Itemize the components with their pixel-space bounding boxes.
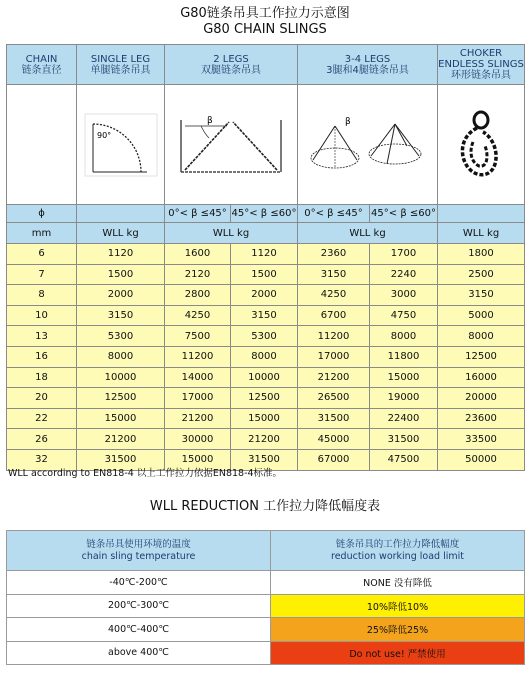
wll-value-cell: 15000 [370, 367, 438, 388]
reduction-row [7, 594, 525, 618]
chain-diameter-cell: 7 [7, 264, 77, 285]
wll-value-cell: 3150 [298, 264, 370, 285]
table-row [7, 305, 525, 326]
wll-value-cell: 6700 [298, 305, 370, 326]
chain-diameter-cell: 32 [7, 449, 77, 470]
wll-value-cell: 5300 [231, 326, 298, 347]
wll-value-cell: 33500 [438, 429, 525, 450]
reduction-row [7, 571, 525, 595]
table-row [7, 408, 525, 429]
wll-value-cell: 15000 [231, 408, 298, 429]
angle-range-2: 45°< β ≤60° [231, 205, 298, 223]
wll-value-cell: 11200 [165, 346, 231, 367]
wll-value-cell: 12500 [438, 346, 525, 367]
table-row [7, 367, 525, 388]
three-four-legs-diagram [298, 85, 438, 205]
wll-value-cell: 15000 [77, 408, 165, 429]
wll-value-cell: 2500 [438, 264, 525, 285]
reduction-row [7, 618, 525, 642]
reduction-header-temp: 链条吊具使用环境的温度 chain sling temperature [7, 531, 271, 571]
wll-value-cell: 1700 [370, 244, 438, 265]
phi-empty-2 [438, 205, 525, 223]
chain-diameter-cell: 6 [7, 244, 77, 265]
wll-value-cell: 2120 [165, 264, 231, 285]
wll-value-cell: 5300 [77, 326, 165, 347]
header-2-legs: 2 LEGS 双腿链条吊具 [165, 45, 298, 85]
wll-value-cell: 14000 [165, 367, 231, 388]
wll-value-cell: 21200 [231, 429, 298, 450]
diagram-row [7, 85, 525, 205]
table-row [7, 388, 525, 409]
wll-value-cell: 45000 [298, 429, 370, 450]
page-title-cn: G80链条吊具工作拉力示意图 [180, 6, 350, 21]
table-row [7, 244, 525, 265]
wll-value-cell: 12500 [231, 388, 298, 409]
temperature-cell: 400℃-400℃ [7, 618, 271, 642]
wll-value-cell: 21200 [165, 408, 231, 429]
wll-value-cell: 5000 [438, 305, 525, 326]
table-row [7, 346, 525, 367]
reduction-header-row [7, 531, 525, 571]
wll-value-cell: 8000 [438, 326, 525, 347]
reduction-cell: Do not use! 严禁使用 [271, 641, 525, 665]
wll-value-cell: 1120 [77, 244, 165, 265]
wll-value-cell: 31500 [370, 429, 438, 450]
phi-row [7, 205, 525, 223]
wll-value-cell: 3000 [370, 285, 438, 306]
wll-value-cell: 4250 [165, 305, 231, 326]
wll-value-cell: 2000 [77, 285, 165, 306]
reduction-table [6, 530, 525, 665]
unit-mm: mm [7, 223, 77, 244]
wll-value-cell: 2800 [165, 285, 231, 306]
two-legs-diagram [165, 85, 298, 205]
wll-value-cell: 1600 [165, 244, 231, 265]
wll-value-cell: 16000 [438, 367, 525, 388]
wll-value-cell: 31500 [77, 449, 165, 470]
wll-value-cell: 20000 [438, 388, 525, 409]
single-leg-diagram [77, 85, 165, 205]
wll-value-cell: 11800 [370, 346, 438, 367]
wll-value-cell: 26500 [298, 388, 370, 409]
wll-value-cell: 17000 [165, 388, 231, 409]
angle-range-4: 45°< β ≤60° [370, 205, 438, 223]
wll-value-cell: 1800 [438, 244, 525, 265]
wll-value-cell: 7500 [165, 326, 231, 347]
wll-value-cell: 4250 [298, 285, 370, 306]
diagram-empty [7, 85, 77, 205]
wll-value-cell: 2000 [231, 285, 298, 306]
reduction-row [7, 641, 525, 665]
phi-label: ϕ [7, 205, 77, 223]
wll-value-cell: 31500 [298, 408, 370, 429]
reduction-title: WLL REDUCTION 工作拉力降低幅度表 [149, 499, 381, 514]
choker-diagram [438, 85, 525, 205]
chain-diameter-cell: 10 [7, 305, 77, 326]
wll-table [6, 44, 525, 471]
beta-label-2: β [344, 116, 351, 127]
wll-value-cell: 17000 [298, 346, 370, 367]
wll-value-cell: 15000 [165, 449, 231, 470]
temperature-cell: above 400℃ [7, 641, 271, 665]
wll-value-cell: 8000 [231, 346, 298, 367]
chain-diameter-cell: 26 [7, 429, 77, 450]
wll-value-cell: 3150 [231, 305, 298, 326]
header-row [7, 45, 525, 85]
wll-value-cell: 19000 [370, 388, 438, 409]
unit-wll-single: WLL kg [77, 223, 165, 244]
unit-wll-choker: WLL kg [438, 223, 525, 244]
wll-value-cell: 8000 [370, 326, 438, 347]
header-chain: CHAIN 链条直径 [7, 45, 77, 85]
wll-value-cell: 47500 [370, 449, 438, 470]
header-single-leg: SINGLE LEG 单腿链条吊具 [77, 45, 165, 85]
wll-value-cell: 11200 [298, 326, 370, 347]
angle-label: 90° [96, 130, 111, 140]
chain-diameter-cell: 22 [7, 408, 77, 429]
temperature-cell: 200℃-300℃ [7, 594, 271, 618]
unit-wll-34legs: WLL kg [298, 223, 438, 244]
temperature-cell: -40℃-200℃ [7, 571, 271, 595]
reduction-cell: 25%降低25% [271, 618, 525, 642]
header-3-4-legs: 3-4 LEGS 3腿和4腿链条吊具 [298, 45, 438, 85]
wll-value-cell: 31500 [231, 449, 298, 470]
wll-value-cell: 10000 [77, 367, 165, 388]
standard-note: WLL according to EN818-4 以上工作拉力依据EN818-4标准。 [8, 468, 283, 479]
wll-value-cell: 10000 [231, 367, 298, 388]
reduction-header-limit: 链条吊具的工作拉力降低幅度 reduction working load limit [271, 531, 525, 571]
wll-value-cell: 2360 [298, 244, 370, 265]
wll-value-cell: 1120 [231, 244, 298, 265]
wll-value-cell: 2240 [370, 264, 438, 285]
table-row [7, 326, 525, 347]
wll-value-cell: 1500 [77, 264, 165, 285]
wll-value-cell: 23600 [438, 408, 525, 429]
page-title-en: G80 CHAIN SLINGS [203, 22, 327, 37]
reduction-cell: 10%降低10% [271, 594, 525, 618]
beta-label: β [207, 115, 213, 126]
table-row [7, 429, 525, 450]
chain-diameter-cell: 18 [7, 367, 77, 388]
chain-diameter-cell: 20 [7, 388, 77, 409]
wll-value-cell: 8000 [77, 346, 165, 367]
wll-value-cell: 21200 [77, 429, 165, 450]
angle-range-3: 0°< β ≤45° [298, 205, 370, 223]
wll-value-cell: 3150 [77, 305, 165, 326]
table-row [7, 264, 525, 285]
wll-value-cell: 30000 [165, 429, 231, 450]
reduction-cell: NONE 没有降低 [271, 571, 525, 595]
wll-value-cell: 3150 [438, 285, 525, 306]
chain-diameter-cell: 8 [7, 285, 77, 306]
wll-value-cell: 50000 [438, 449, 525, 470]
angle-range-1: 0°< β ≤45° [165, 205, 231, 223]
chain-diameter-cell: 13 [7, 326, 77, 347]
header-choker: CHOKER ENDLESS SLINGS 环形链条吊具 [438, 45, 525, 85]
wll-value-cell: 4750 [370, 305, 438, 326]
unit-wll-2legs: WLL kg [165, 223, 298, 244]
chain-diameter-cell: 16 [7, 346, 77, 367]
wll-value-cell: 1500 [231, 264, 298, 285]
wll-value-cell: 67000 [298, 449, 370, 470]
table-row [7, 285, 525, 306]
wll-value-cell: 12500 [77, 388, 165, 409]
unit-row [7, 223, 525, 244]
phi-empty [77, 205, 165, 223]
wll-value-cell: 21200 [298, 367, 370, 388]
wll-value-cell: 22400 [370, 408, 438, 429]
